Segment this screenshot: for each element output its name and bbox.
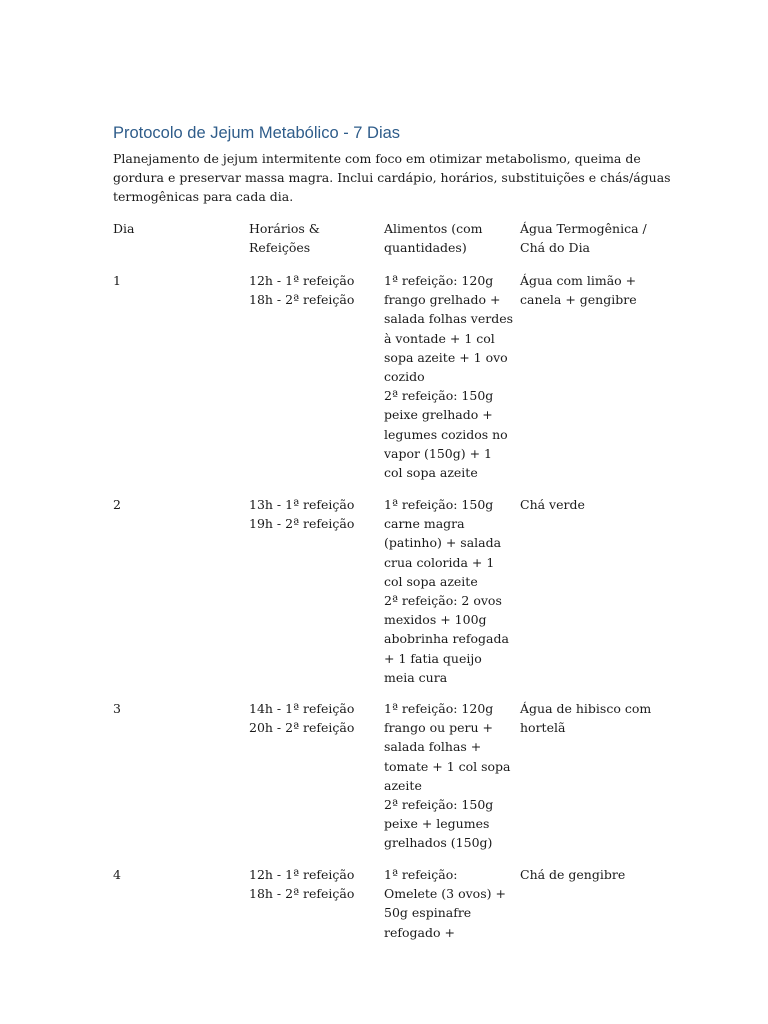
horario-2: 19h - 2ª refeição xyxy=(249,516,355,532)
cell-horarios xyxy=(249,699,384,865)
horario-2: 18h - 2ª refeição xyxy=(249,292,355,308)
horario-2: 18h - 2ª refeição xyxy=(249,886,355,902)
cell-agua: Água com limão + canela + gengibre xyxy=(520,273,637,308)
cell-horarios xyxy=(249,495,384,699)
horario-1: 12h - 1ª refeição xyxy=(249,867,355,882)
cell-horarios xyxy=(249,865,384,945)
document-intro: Planejamento de jejum intermitente com foco em otimizar metabolismo, queima de gordura e preservar massa magra. Inclui cardápio, horários, substituições e chás/águas termogênicas para cada dia. xyxy=(113,151,671,205)
alimento-2: 2ª refeição: 150g peixe grelhado + legumes cozidos no vapor (150g) + 1 col sopa azeite xyxy=(384,388,508,481)
cell-horarios xyxy=(249,271,384,495)
cell-agua: Chá verde xyxy=(520,497,585,512)
header-horarios: Horários & Refeições xyxy=(249,221,320,256)
cell-dia: 4 xyxy=(113,867,121,882)
cell-agua: Chá de gengibre xyxy=(520,867,626,882)
header-dia: Dia xyxy=(113,221,135,236)
horario-1: 13h - 1ª refeição xyxy=(249,497,355,512)
table-row xyxy=(113,271,673,495)
alimento-1: 1ª refeição: 120g frango ou peru + salada folhas + tomate + 1 col sopa azeite xyxy=(384,701,511,793)
table-row xyxy=(113,495,673,699)
alimento-1: 1ª refeição: Omelete (3 ovos) + 50g espinafre refogado + xyxy=(384,867,506,940)
cell-alimentos xyxy=(384,699,520,865)
alimento-2: 2ª refeição: 150g peixe + legumes grelhados (150g) xyxy=(384,797,494,851)
alimento-2: 2ª refeição: 2 ovos mexidos + 100g abobrinha refogada + 1 fatia queijo meia cura xyxy=(384,593,509,685)
cell-alimentos xyxy=(384,865,520,945)
table-row xyxy=(113,699,673,865)
alimento-1: 1ª refeição: 120g frango grelhado + salada folhas verdes à vontade + 1 col sopa azeite + 1 ovo cozido xyxy=(384,273,514,385)
cell-dia: 3 xyxy=(113,701,121,716)
header-agua: Água Termogênica / Chá do Dia xyxy=(520,221,647,256)
table-header-row xyxy=(113,219,673,271)
horario-1: 14h - 1ª refeição xyxy=(249,701,355,716)
header-alimentos: Alimentos (com quantidades) xyxy=(384,221,483,256)
cell-alimentos xyxy=(384,495,520,699)
cell-dia: 2 xyxy=(113,497,121,512)
meal-plan-table xyxy=(113,219,673,945)
cell-dia: 1 xyxy=(113,273,121,288)
cell-alimentos xyxy=(384,271,520,495)
alimento-1: 1ª refeição: 150g carne magra (patinho) + salada crua colorida + 1 col sopa azeite xyxy=(384,497,502,589)
table-row xyxy=(113,865,673,945)
horario-1: 12h - 1ª refeição xyxy=(249,273,355,288)
cell-agua: Água de hibisco com hortelã xyxy=(520,701,652,736)
horario-2: 20h - 2ª refeição xyxy=(249,720,355,736)
document-title: Protocolo de Jejum Metabólico - 7 Dias xyxy=(113,124,401,142)
